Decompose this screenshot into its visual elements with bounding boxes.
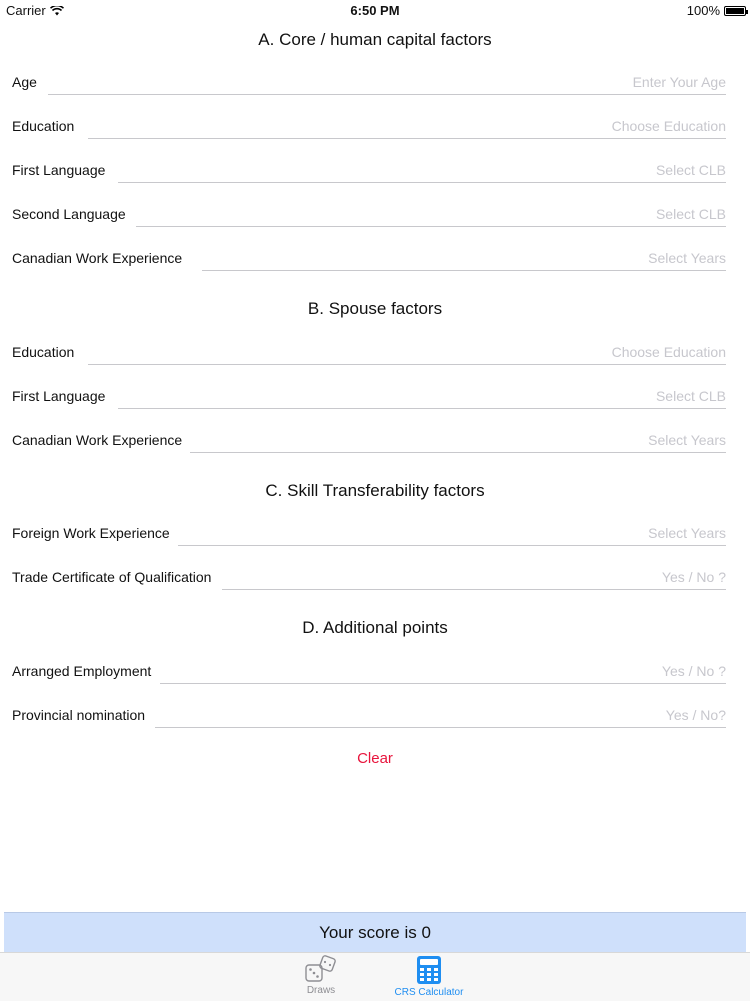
tab-bar <box>0 952 750 1001</box>
provincial-nomination-label: Provincial nomination <box>12 707 146 723</box>
education-row <box>12 114 726 154</box>
tab-crs-calculator[interactable] <box>384 955 474 998</box>
tab-crs-label: CRS Calculator <box>394 987 464 998</box>
dice-icon <box>304 955 338 983</box>
provincial-nomination-input[interactable] <box>155 703 726 728</box>
battery-percent: 100% <box>686 3 720 18</box>
trade-certificate-row <box>12 565 726 605</box>
canadian-work-label: Canadian Work Experience <box>12 250 183 266</box>
spouse-first-language-row <box>12 384 726 424</box>
canadian-work-input[interactable] <box>202 246 726 271</box>
foreign-work-input[interactable] <box>178 521 726 546</box>
first-language-input[interactable] <box>118 158 726 183</box>
second-language-row <box>12 202 726 242</box>
second-language-label: Second Language <box>12 206 126 222</box>
first-language-label: First Language <box>12 162 106 178</box>
spouse-canadian-work-label: Canadian Work Experience <box>12 432 183 448</box>
battery-icon <box>724 6 746 16</box>
tab-draws[interactable] <box>276 955 366 996</box>
tab-draws-label: Draws <box>306 985 336 996</box>
spouse-first-language-input[interactable] <box>118 384 726 409</box>
status-bar <box>0 0 750 22</box>
arranged-employment-input[interactable] <box>160 659 726 684</box>
section-title-skill: C. Skill Transferability factors <box>265 481 485 500</box>
spouse-education-label: Education <box>12 344 75 360</box>
education-input[interactable] <box>88 114 726 139</box>
trade-certificate-label: Trade Certificate of Qualification <box>12 569 212 585</box>
age-input[interactable] <box>48 70 726 95</box>
trade-certificate-input[interactable] <box>222 565 726 590</box>
arranged-employment-row <box>12 659 726 699</box>
spouse-education-row <box>12 340 726 380</box>
arranged-employment-label: Arranged Employment <box>12 663 152 679</box>
carrier-label: Carrier <box>6 3 46 18</box>
section-title-spouse: B. Spouse factors <box>307 299 443 318</box>
first-language-row <box>12 158 726 198</box>
spouse-first-language-label: First Language <box>12 388 106 404</box>
section-title-core: A. Core / human capital factors <box>258 30 492 49</box>
provincial-nomination-row <box>12 703 726 743</box>
foreign-work-label: Foreign Work Experience <box>12 525 170 541</box>
spouse-canadian-work-input[interactable] <box>190 428 726 453</box>
education-label: Education <box>12 118 75 134</box>
status-time: 6:50 PM <box>350 3 400 18</box>
age-row <box>12 70 726 110</box>
canadian-work-row <box>12 246 726 286</box>
score-display: Your score is 0 <box>4 912 746 953</box>
section-title-additional: D. Additional points <box>302 618 448 637</box>
spouse-education-input[interactable] <box>88 340 726 365</box>
second-language-input[interactable] <box>136 202 726 227</box>
spouse-canadian-work-row <box>12 428 726 468</box>
age-label: Age <box>12 74 37 90</box>
clear-button[interactable]: Clear <box>357 750 393 767</box>
calculator-icon <box>416 955 442 985</box>
foreign-work-row <box>12 521 726 561</box>
